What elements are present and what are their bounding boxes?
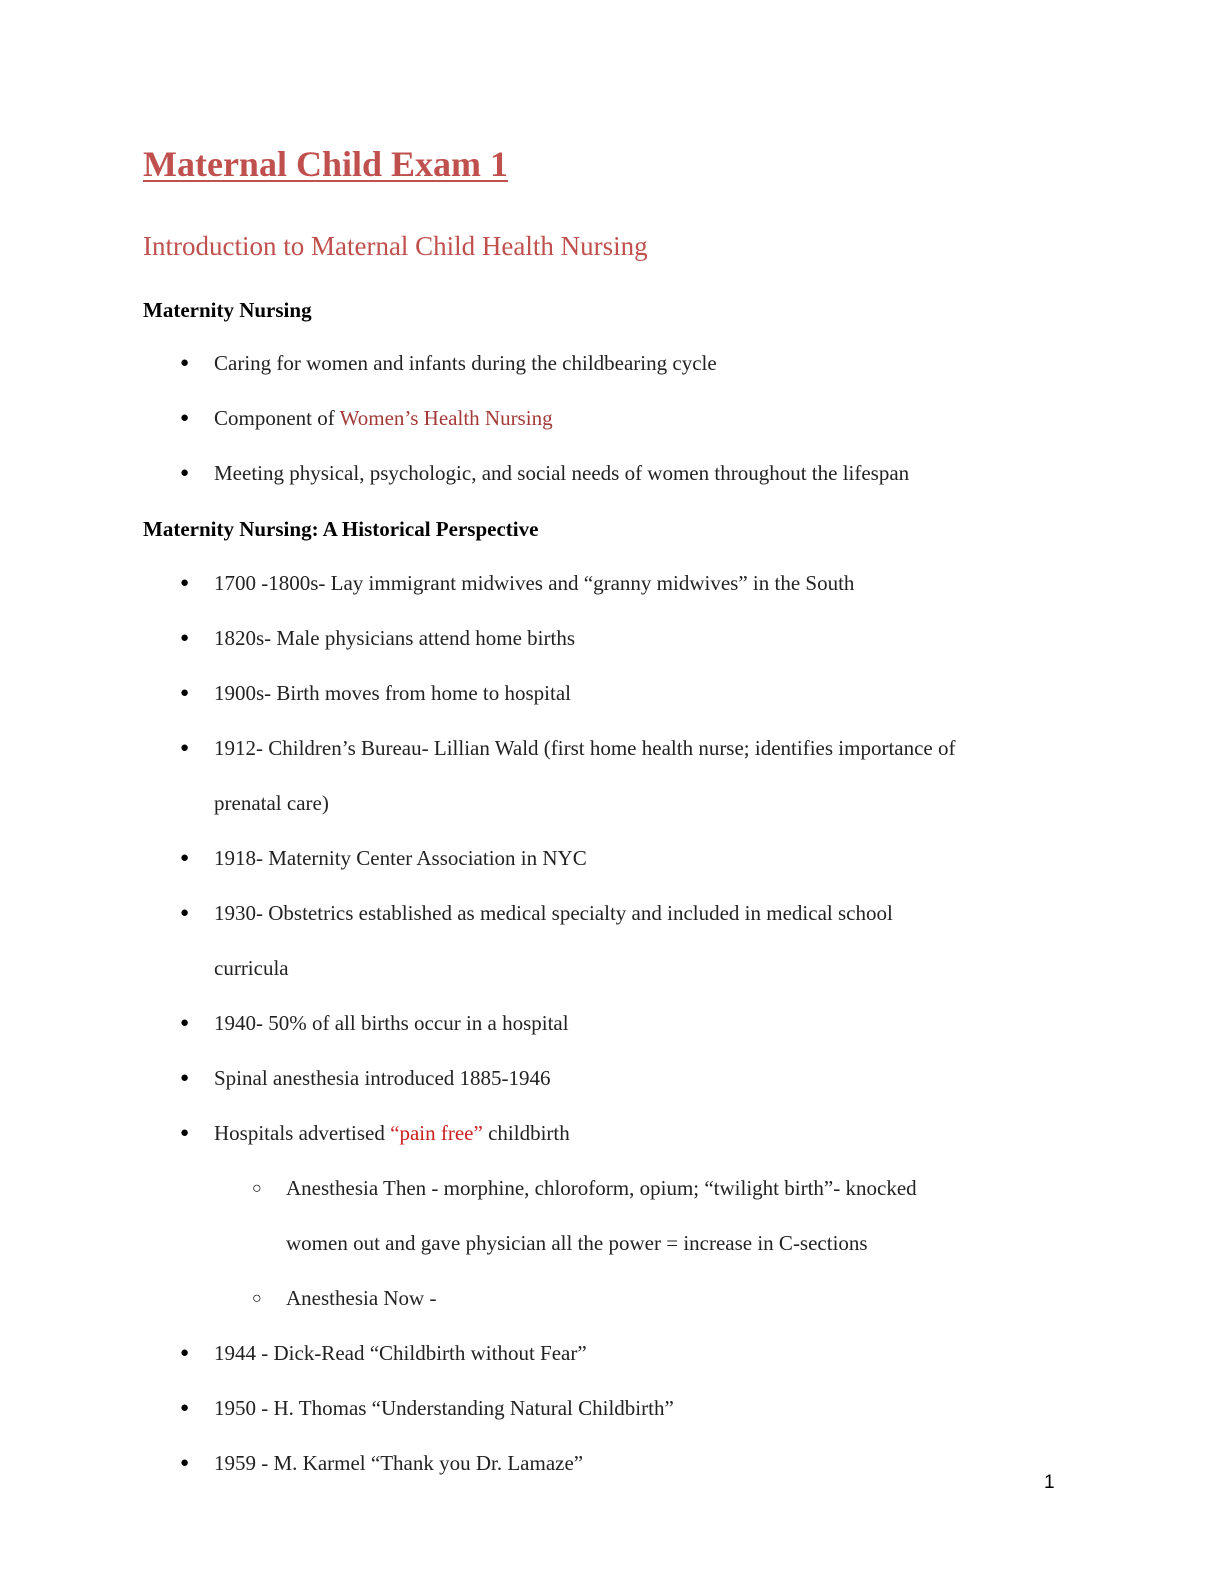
sub-list-item: ○ Anesthesia Then - morphine, chloroform, opium; “twilight birth”- knocked bbox=[0, 1161, 1006, 1216]
hollow-bullet-icon: ○ bbox=[252, 1290, 262, 1307]
list-item: ● Spinal anesthesia introduced 1885-1946 bbox=[0, 1051, 1054, 1106]
hollow-bullet-icon: ○ bbox=[252, 1180, 262, 1197]
list-item: ● 1700 -1800s- Lay immigrant midwives and “granny midwives” in the South bbox=[0, 556, 1054, 611]
bullet-icon: ● bbox=[180, 740, 190, 756]
list-item: ● 1820s- Male physicians attend home births bbox=[0, 611, 1054, 666]
historical-perspective-list bbox=[0, 556, 1054, 1491]
section-heading-maternity-nursing: Maternity Nursing bbox=[143, 298, 312, 322]
bullet-icon: ● bbox=[180, 1455, 190, 1471]
list-item: ● Meeting physical, psychologic, and social needs of women throughout the lifespan bbox=[0, 446, 1054, 501]
list-item: ● 1912- Children’s Bureau- Lillian Wald (first home health nurse; identifies importance of bbox=[0, 721, 1054, 776]
list-item: ● 1900s- Birth moves from home to hospital bbox=[0, 666, 1054, 721]
bullet-icon: ● bbox=[180, 1070, 190, 1086]
list-item: ● 1940- 50% of all births occur in a hospital bbox=[0, 996, 1054, 1051]
list-item: ● 1950 - H. Thomas “Understanding Natural Childbirth” bbox=[0, 1381, 1054, 1436]
list-item: ● Component of Women’s Health Nursing bbox=[0, 391, 1054, 446]
bullet-icon: ● bbox=[180, 685, 190, 701]
bullet-icon: ● bbox=[180, 850, 190, 866]
bullet-icon: ● bbox=[180, 465, 190, 481]
list-item: ● 1930- Obstetrics established as medical specialty and included in medical school bbox=[0, 886, 1054, 941]
bullet-icon: ● bbox=[180, 575, 190, 591]
section-heading-historical-perspective: Maternity Nursing: A Historical Perspective bbox=[143, 517, 539, 541]
bullet-icon: ● bbox=[180, 1345, 190, 1361]
bullet-icon: ● bbox=[180, 355, 190, 371]
document-title: Maternal Child Exam 1 bbox=[143, 144, 508, 184]
list-item-continuation: prenatal care) bbox=[214, 791, 329, 815]
maternity-nursing-list bbox=[0, 336, 1054, 501]
list-item-continuation: curricula bbox=[214, 956, 289, 980]
list-item: ● 1944 - Dick-Read “Childbirth without Fear” bbox=[0, 1326, 1054, 1381]
list-item: ● Hospitals advertised “pain free” childbirth bbox=[0, 1106, 1054, 1161]
list-item: ● Caring for women and infants during the childbearing cycle bbox=[0, 336, 1054, 391]
bullet-icon: ● bbox=[180, 1400, 190, 1416]
pain-free-highlight: “pain free” bbox=[390, 1121, 483, 1145]
bullet-icon: ● bbox=[180, 1015, 190, 1031]
list-item: ● 1959 - M. Karmel “Thank you Dr. Lamaze” bbox=[0, 1436, 1054, 1491]
womens-health-nursing-highlight: Women’s Health Nursing bbox=[339, 406, 553, 430]
bullet-icon: ● bbox=[180, 630, 190, 646]
bullet-icon: ● bbox=[180, 410, 190, 426]
sub-list-item-continuation: women out and gave physician all the power = increase in C-sections bbox=[286, 1231, 868, 1255]
list-item: ● 1918- Maternity Center Association in NYC bbox=[0, 831, 1054, 886]
page-number: 1 bbox=[1044, 1472, 1055, 1493]
document-subtitle: Introduction to Maternal Child Health Nursing bbox=[143, 231, 648, 261]
bullet-icon: ● bbox=[180, 1125, 190, 1141]
bullet-icon: ● bbox=[180, 905, 190, 921]
sub-list-item: ○ Anesthesia Now - bbox=[0, 1271, 1006, 1326]
